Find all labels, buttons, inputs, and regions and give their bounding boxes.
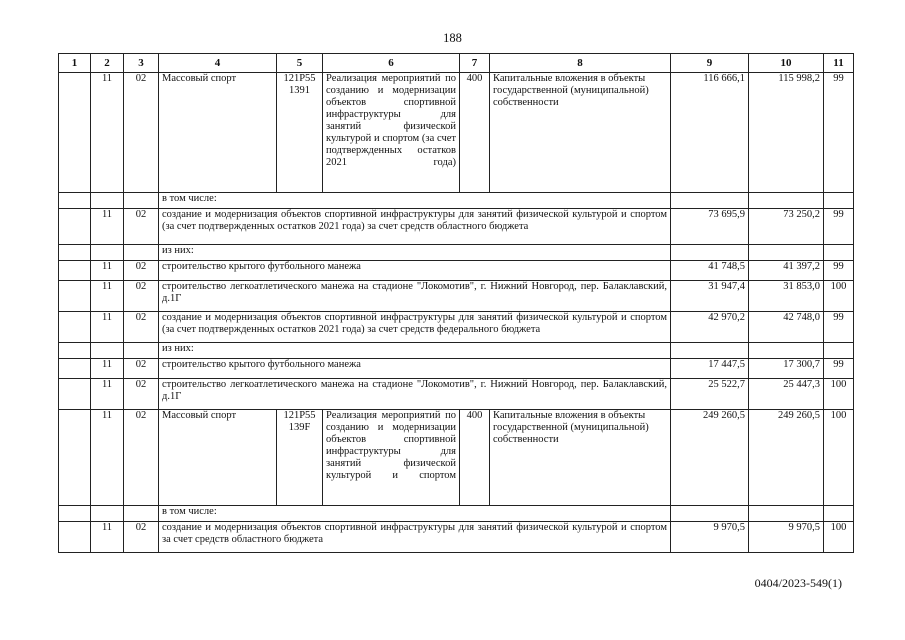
executed-amount: 17 300,7 (749, 359, 824, 379)
cell-empty (749, 343, 824, 359)
column-header: 9 (671, 54, 749, 73)
subsection-code: 02 (124, 359, 159, 379)
planned-amount: 42 970,2 (671, 312, 749, 343)
cell-empty (59, 73, 91, 193)
column-header: 7 (460, 54, 490, 73)
cell-empty (671, 193, 749, 209)
executed-amount: 25 447,3 (749, 379, 824, 410)
subsection-code: 02 (124, 379, 159, 410)
cell-empty (824, 245, 854, 261)
section-code: 11 (91, 522, 124, 553)
subsection-code: 02 (124, 312, 159, 343)
table-row (59, 245, 854, 261)
section-code: 11 (91, 209, 124, 245)
cell-empty (59, 245, 91, 261)
cell-empty (91, 245, 124, 261)
column-header: 5 (277, 54, 323, 73)
execution-percent: 100 (824, 410, 854, 506)
planned-amount: 9 970,5 (671, 522, 749, 553)
execution-percent: 99 (824, 261, 854, 281)
item-description: строительство крытого футбольного манежа (159, 359, 671, 379)
subsection-name: Массовый спорт (159, 410, 277, 506)
executed-amount: 249 260,5 (749, 410, 824, 506)
subsection-code: 02 (124, 410, 159, 506)
cell-empty (59, 193, 91, 209)
cell-empty (59, 281, 91, 312)
cell-empty (749, 193, 824, 209)
item-description: строительство легкоатлетического манежа на стадионе "Локомотив", г. Нижний Новгород, пер. Балаклавский, д.1Г (159, 281, 671, 312)
table-row (59, 209, 854, 245)
target-article-code: 121Р55 139F (277, 410, 323, 506)
execution-percent: 100 (824, 379, 854, 410)
column-header: 1 (59, 54, 91, 73)
table-row (59, 410, 854, 506)
planned-amount: 249 260,5 (671, 410, 749, 506)
subsection-code: 02 (124, 261, 159, 281)
executed-amount: 73 250,2 (749, 209, 824, 245)
cell-empty (59, 343, 91, 359)
cell-empty (749, 245, 824, 261)
table-row (59, 506, 854, 522)
planned-amount: 25 522,7 (671, 379, 749, 410)
cell-empty (671, 506, 749, 522)
table-row (59, 522, 854, 553)
execution-percent: 99 (824, 209, 854, 245)
item-description: строительство легкоатлетического манежа на стадионе "Локомотив", г. Нижний Новгород, пер. Балаклавский, д.1Г (159, 379, 671, 410)
section-code: 11 (91, 312, 124, 343)
cell-empty (124, 245, 159, 261)
page-number: 188 (443, 31, 462, 45)
table-row (59, 312, 854, 343)
item-description: создание и модернизация объектов спортивной инфраструктуры для занятий физической культурой и спортом за счет средств областного бюджета (159, 522, 671, 553)
cell-empty (671, 343, 749, 359)
planned-amount: 31 947,4 (671, 281, 749, 312)
item-description: создание и модернизация объектов спортивной инфраструктуры для занятий физической культурой и спортом (за счет подтвержденных остатков 2021 года) за счет средств областного бюджета (159, 209, 671, 245)
planned-amount: 17 447,5 (671, 359, 749, 379)
item-description: создание и модернизация объектов спортивной инфраструктуры для занятий физической культурой и спортом (за счет подтвержденных остатков 2021 года) за счет средств федерального бюджета (159, 312, 671, 343)
cell-empty (824, 193, 854, 209)
row-label: в том числе: (159, 506, 671, 522)
expense-type-name: Капитальные вложения в объекты государственной (муниципальной) собственности (490, 73, 671, 193)
table-row (59, 193, 854, 209)
cell-empty (59, 522, 91, 553)
header-row (59, 54, 854, 73)
execution-percent: 99 (824, 359, 854, 379)
row-label: из них: (159, 245, 671, 261)
row-label: в том числе: (159, 193, 671, 209)
subsection-code: 02 (124, 209, 159, 245)
cell-empty (749, 506, 824, 522)
item-description: строительство крытого футбольного манежа (159, 261, 671, 281)
cell-empty (59, 410, 91, 506)
cell-empty (59, 312, 91, 343)
cell-empty (671, 245, 749, 261)
cell-empty (824, 343, 854, 359)
column-header: 4 (159, 54, 277, 73)
table-row (59, 359, 854, 379)
target-article-code: 121Р55 1391 (277, 73, 323, 193)
table-row (59, 261, 854, 281)
document-code: 0404/2023-549(1) (754, 576, 842, 590)
target-article-description: Реализация мероприятий по созданию и модернизации объектов спортивной инфраструктуры для занятий физической культурой и спортом (323, 410, 460, 506)
column-header: 3 (124, 54, 159, 73)
table-row (59, 343, 854, 359)
cell-empty (59, 209, 91, 245)
expense-type-code: 400 (460, 73, 490, 193)
executed-amount: 42 748,0 (749, 312, 824, 343)
budget-table (58, 53, 854, 553)
execution-percent: 99 (824, 312, 854, 343)
execution-percent: 100 (824, 522, 854, 553)
table-row (59, 379, 854, 410)
subsection-code: 02 (124, 281, 159, 312)
section-code: 11 (91, 281, 124, 312)
cell-empty (824, 506, 854, 522)
executed-amount: 115 998,2 (749, 73, 824, 193)
table-row (59, 73, 854, 193)
cell-empty (91, 193, 124, 209)
cell-empty (124, 343, 159, 359)
cell-empty (91, 343, 124, 359)
cell-empty (59, 261, 91, 281)
section-code: 11 (91, 359, 124, 379)
section-code: 11 (91, 379, 124, 410)
cell-empty (59, 379, 91, 410)
subsection-code: 02 (124, 73, 159, 193)
cell-empty (59, 359, 91, 379)
column-header: 6 (323, 54, 460, 73)
expense-type-name: Капитальные вложения в объекты государственной (муниципальной) собственности (490, 410, 671, 506)
section-code: 11 (91, 261, 124, 281)
execution-percent: 100 (824, 281, 854, 312)
execution-percent: 99 (824, 73, 854, 193)
executed-amount: 41 397,2 (749, 261, 824, 281)
column-header: 2 (91, 54, 124, 73)
section-code: 11 (91, 410, 124, 506)
column-header: 10 (749, 54, 824, 73)
table-row (59, 281, 854, 312)
executed-amount: 9 970,5 (749, 522, 824, 553)
cell-empty (91, 506, 124, 522)
planned-amount: 41 748,5 (671, 261, 749, 281)
target-article-description: Реализация мероприятий по созданию и модернизации объектов спортивной инфраструктуры для занятий физической культурой и спортом (за счет подтвержденных остатков 2021 года) (323, 73, 460, 193)
cell-empty (124, 506, 159, 522)
column-header: 11 (824, 54, 854, 73)
row-label: из них: (159, 343, 671, 359)
executed-amount: 31 853,0 (749, 281, 824, 312)
subsection-code: 02 (124, 522, 159, 553)
subsection-name: Массовый спорт (159, 73, 277, 193)
column-header: 8 (490, 54, 671, 73)
planned-amount: 116 666,1 (671, 73, 749, 193)
cell-empty (124, 193, 159, 209)
cell-empty (59, 506, 91, 522)
expense-type-code: 400 (460, 410, 490, 506)
planned-amount: 73 695,9 (671, 209, 749, 245)
section-code: 11 (91, 73, 124, 193)
